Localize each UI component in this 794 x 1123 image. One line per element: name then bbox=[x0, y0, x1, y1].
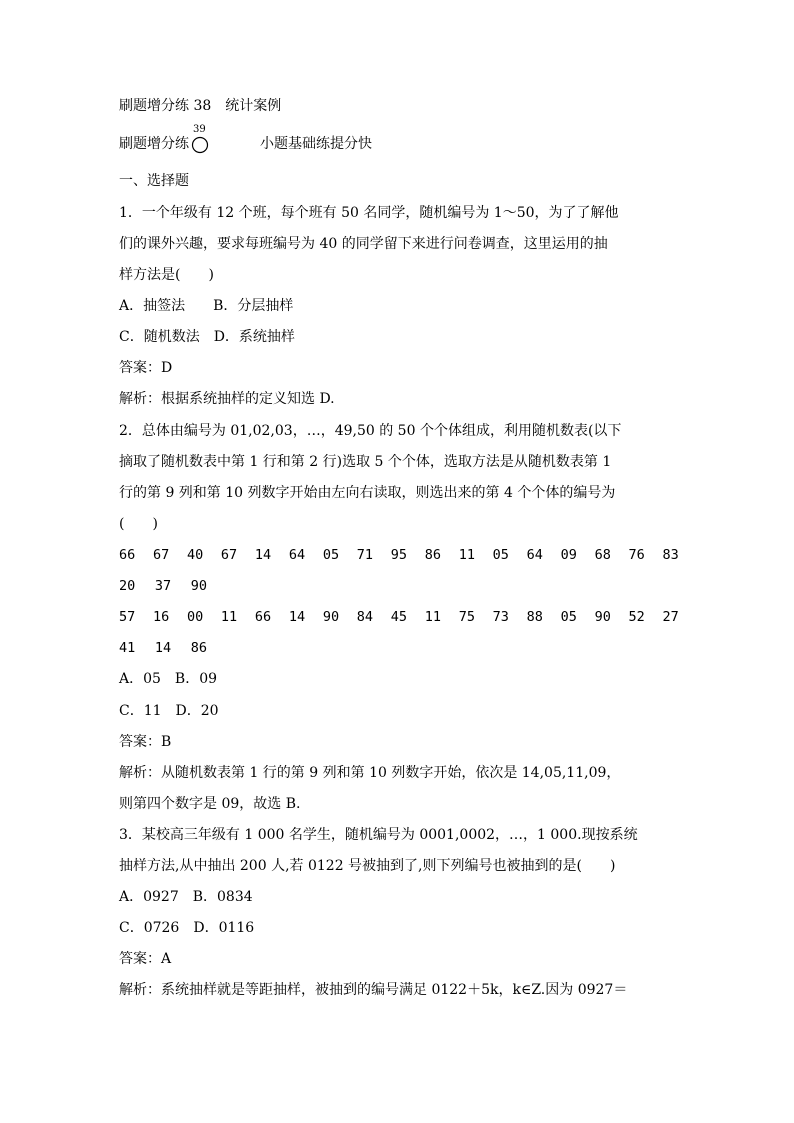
q3-stem-line: 3．某校高三年级有 1 000 名学生，随机编号为 0001,0002，…，1 000.现按系统 bbox=[119, 827, 638, 843]
random-number-cell: 76 bbox=[628, 547, 645, 563]
random-number-cell: 05 bbox=[560, 609, 577, 625]
q2-answer: 答案：B bbox=[119, 734, 172, 750]
section-heading: 一、选择题 bbox=[119, 173, 189, 189]
random-number-cell: 05 bbox=[322, 547, 340, 563]
q1-analysis: 解析：根据系统抽样的定义知选 D. bbox=[119, 391, 335, 407]
q1-stem-line: 样方法是( ) bbox=[119, 267, 214, 283]
q1-answer: 答案：D bbox=[119, 360, 173, 376]
q2-options-cd: C．11 D．20 bbox=[119, 703, 219, 719]
q2-stem-line: ( ) bbox=[119, 516, 158, 532]
random-number-cell: 14 bbox=[288, 609, 306, 625]
random-number-cell: 73 bbox=[492, 609, 509, 625]
random-number-cell: 11 bbox=[458, 547, 475, 563]
subtitle-line bbox=[119, 124, 372, 154]
random-number-cell: 57 bbox=[119, 609, 136, 625]
page-title: 刷题增分练 38 统计案例 bbox=[119, 98, 282, 114]
random-number-cell: 67 bbox=[220, 547, 238, 563]
random-number-cell: 16 bbox=[152, 609, 170, 625]
random-number-cell: 90 bbox=[190, 578, 207, 594]
random-number-cell: 45 bbox=[390, 609, 408, 625]
random-number-cell: 40 bbox=[186, 547, 204, 563]
random-number-cell: 11 bbox=[424, 609, 441, 625]
q1-stem-line: 们的课外兴趣，要求每班编号为 40 的同学留下来进行问卷调查，这里运用的抽 bbox=[119, 236, 608, 252]
random-table-row1a bbox=[119, 545, 679, 565]
q2-analysis: 解析：从随机数表第 1 行的第 9 列和第 10 列数字开始，依次是 14,05,11,09， bbox=[119, 765, 621, 781]
random-number-cell: 66 bbox=[119, 547, 136, 563]
q3-stem-line: 抽样方法,从中抽出 200 人,若 0122 号被抽到了,则下列编号也被抽到的是( ) bbox=[119, 858, 616, 874]
q1-stem-line: 1．一个年级有 12 个班，每个班有 50 名同学，随机编号为 1～50，为了了解他 bbox=[119, 205, 619, 221]
random-table-row2b bbox=[119, 638, 207, 658]
random-number-cell: 83 bbox=[662, 547, 679, 563]
random-number-cell: 67 bbox=[152, 547, 170, 563]
random-number-cell: 64 bbox=[288, 547, 306, 563]
random-number-cell: 11 bbox=[220, 609, 238, 625]
subtitle-prefix: 刷题增分练 bbox=[119, 136, 189, 152]
q2-options-ab: A．05 B．09 bbox=[119, 671, 218, 687]
random-number-cell: 00 bbox=[186, 609, 204, 625]
random-number-cell: 90 bbox=[322, 609, 340, 625]
random-number-cell: 20 bbox=[119, 578, 136, 594]
random-number-cell: 05 bbox=[492, 547, 509, 563]
q1-options-ab: A．抽签法 B．分层抽样 bbox=[119, 298, 294, 314]
random-number-cell: 37 bbox=[154, 578, 172, 594]
q2-analysis: 则第四个数字是 09，故选 B. bbox=[119, 796, 301, 812]
random-number-cell: 88 bbox=[526, 609, 543, 625]
random-number-cell: 95 bbox=[390, 547, 408, 563]
random-number-cell: 52 bbox=[628, 609, 645, 625]
circle-icon bbox=[190, 136, 210, 154]
random-number-cell: 27 bbox=[662, 609, 679, 625]
q2-stem-line: 摘取了随机数表中第 1 行和第 2 行)选取 5 个个体，选取方法是从随机数表第 1 bbox=[119, 454, 612, 470]
random-table-row1b bbox=[119, 576, 207, 596]
q3-analysis: 解析：系统抽样就是等距抽样，被抽到的编号满足 0122＋5k，k∈Z.因为 0927＝ bbox=[119, 982, 628, 998]
random-number-cell: 41 bbox=[119, 640, 136, 656]
subtitle: 小题基础练提分快 bbox=[260, 136, 372, 152]
random-number-cell: 14 bbox=[154, 640, 172, 656]
random-number-cell: 86 bbox=[424, 547, 441, 563]
q2-stem-line: 行的第 9 列和第 10 列数字开始由左向右读取，则选出来的第 4 个个体的编号为 bbox=[119, 485, 616, 501]
random-number-cell: 68 bbox=[594, 547, 611, 563]
random-number-cell: 14 bbox=[254, 547, 272, 563]
q2-stem-line: 2．总体由编号为 01,02,03，…，49,50 的 50 个个体组成，利用随机数表(以下 bbox=[119, 423, 622, 439]
random-number-cell: 84 bbox=[356, 609, 374, 625]
badge-number: 39 bbox=[193, 124, 206, 135]
random-number-cell: 71 bbox=[356, 547, 374, 563]
q3-answer: 答案：A bbox=[119, 951, 172, 967]
q1-options-cd: C．随机数法 D．系统抽样 bbox=[119, 329, 295, 345]
q3-options-cd: C．0726 D．0116 bbox=[119, 920, 255, 936]
random-number-cell: 09 bbox=[560, 547, 577, 563]
random-number-cell: 86 bbox=[190, 640, 207, 656]
random-number-cell: 64 bbox=[526, 547, 543, 563]
random-number-cell: 75 bbox=[458, 609, 475, 625]
random-number-cell: 66 bbox=[254, 609, 272, 625]
random-number-cell: 90 bbox=[594, 609, 611, 625]
random-table-row2a bbox=[119, 607, 679, 627]
q3-options-ab: A．0927 B．0834 bbox=[119, 889, 253, 905]
number-badge bbox=[190, 124, 212, 154]
